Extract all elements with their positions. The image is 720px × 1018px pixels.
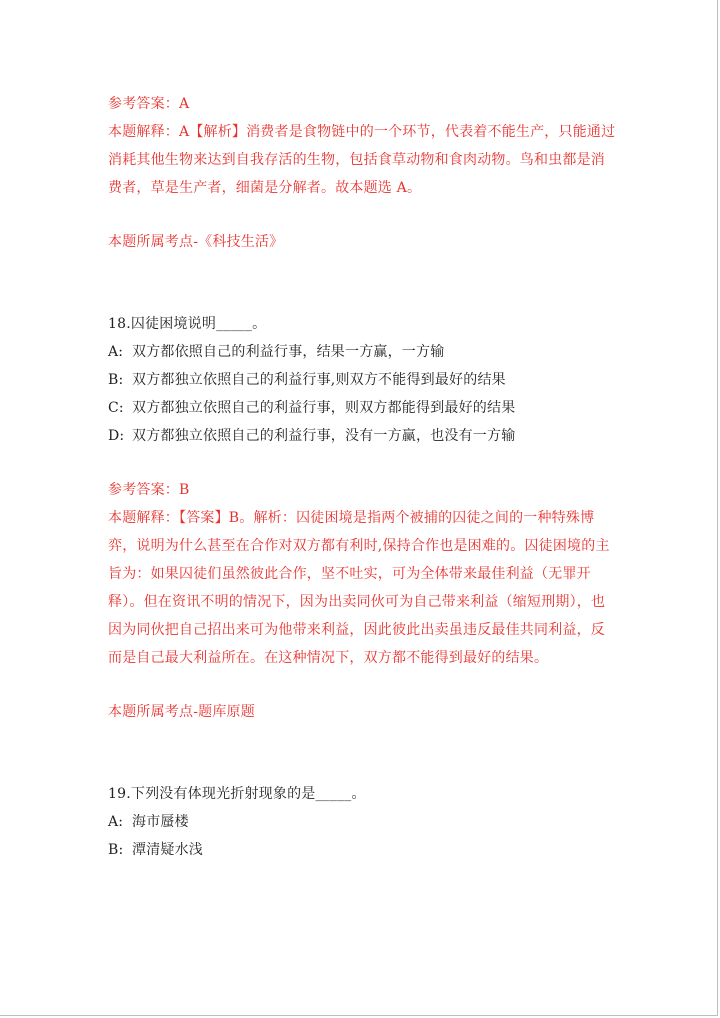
q19-question-block [108,780,616,864]
q17-explanation: 本题解释：A【解析】消费者是食物链中的一个环节，代表着不能生产，只能通过消耗其他生物来达到自我存活的生物，包括食草动物和食肉动物。鸟和虫都是消费者，草是生产者，细菌是分解者。故本题选 A。 [108,124,616,196]
q18-topic: 本题所属考点-题库原题 [108,704,255,720]
q17-topic: 本题所属考点-《科技生活》 [108,234,284,250]
q18-answer: 参考答案：B [108,482,190,498]
q18-answer-block [108,476,616,672]
page-content [108,90,616,864]
q18-question-block [108,310,616,450]
q19-question: 19.下列没有体现光折射现象的是_____。 [108,786,366,802]
q17-answer-block [108,90,616,202]
q19-option-b: B: 潭清疑水浅 [108,842,203,858]
q18-option-b: B: 双方都独立依照自己的利益行事,则双方不能得到最好的结果 [108,372,506,388]
q19-option-a: A: 海市蜃楼 [108,814,189,830]
q18-question: 18.囚徒困境说明_____。 [108,316,267,332]
q18-option-c: C: 双方都独立依照自己的利益行事，则双方都能得到最好的结果 [108,400,516,416]
q18-option-d: D: 双方都独立依照自己的利益行事，没有一方赢，也没有一方输 [108,428,516,444]
q18-option-a: A: 双方都依照自己的利益行事，结果一方赢，一方输 [108,344,445,360]
q18-explanation: 本题解释：【答案】B。解析：囚徒困境是指两个被捕的囚徒之间的一种特殊博弈，说明为什么甚至在合作对双方都有利时,保持合作也是困难的。囚徒困境的主旨为：如果囚徒们虽然彼此合作，坚不吐实，可为全体带来最佳利益（无罪开释）。但在资讯不明的情况下，因为出卖同伙可为自己带来利益（缩短刑期），也因为同伙把自己招出来可为他带来利益，因此彼此出卖虽违反最佳共同利益，反而是自己最大利益所在。在这种情况下，双方都不能得到最好的结果。 [108,510,610,666]
q17-answer: 参考答案：A [108,96,190,112]
